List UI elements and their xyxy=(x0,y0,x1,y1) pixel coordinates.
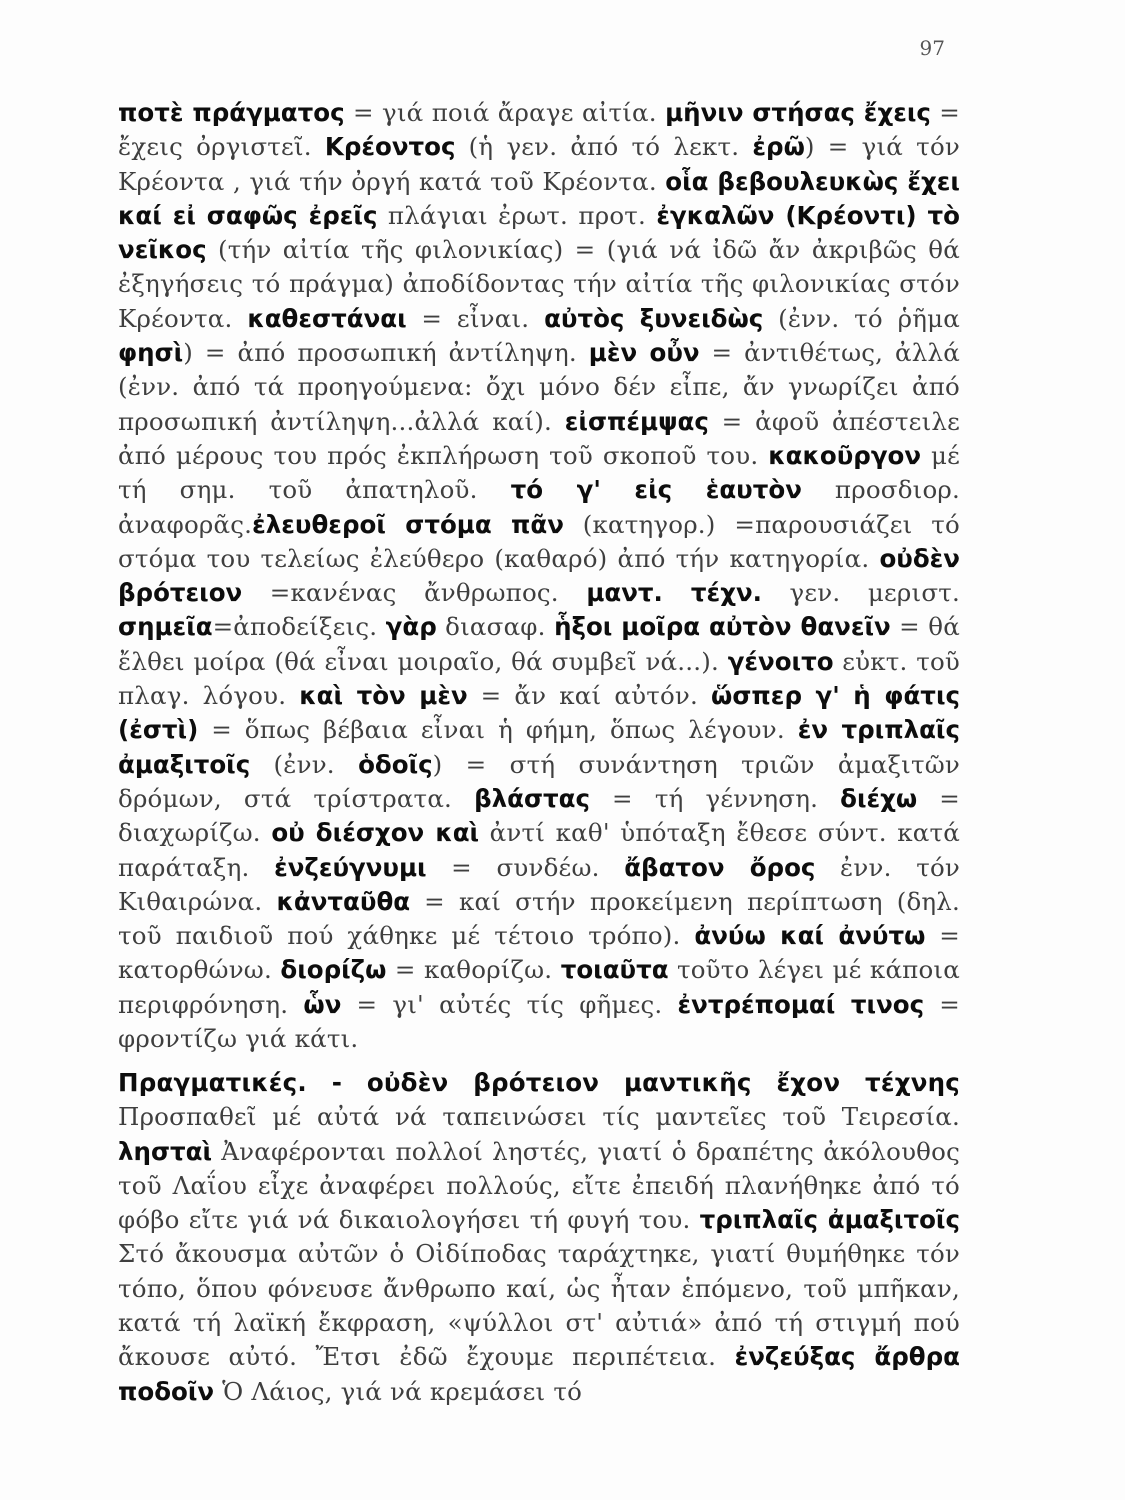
commentary-lemma: ἀνύω καί ἀνύτω xyxy=(694,921,926,951)
commentary-gloss: =κανένας ἄνθρωπος. xyxy=(242,578,587,608)
commentary-gloss: ) = γιά τόν Κρέοντα , γιά τήν ὀργή κατά τοῦ Κρέοντα. xyxy=(118,132,960,196)
commentary-gloss: = ἀφοῦ ἀπέστειλε ἀπό μέρους του πρός ἐκπλήρωση τοῦ σκοποῦ του. xyxy=(118,406,960,470)
commentary-lemma: ἧξοι μοῖρα αὐτὸν θανεῖν xyxy=(554,612,891,642)
commentary-gloss: = συνδέω. xyxy=(426,852,625,882)
commentary-lemma: ὧν xyxy=(303,989,342,1019)
commentary-gloss: = γιά ποιά ἄραγε αἰτία. xyxy=(344,98,666,127)
commentary-lemma: ἐντρέπομαί τινος xyxy=(677,989,925,1019)
commentary-lemma: διορίζω xyxy=(280,955,387,985)
commentary-lemma: βλάστας xyxy=(474,783,591,813)
commentary-gloss: (ἡ γεν. ἀπό τό λεκτ. xyxy=(455,132,753,162)
commentary-lemma: διέχω xyxy=(840,783,918,813)
commentary-lemma: ἐγκαλῶν (Κρέοντι) τὸ νεῖκος xyxy=(118,200,960,265)
commentary-lemma: φησὶ xyxy=(118,338,184,368)
commentary-gloss: γεν. μεριστ. xyxy=(762,578,960,608)
commentary-lemma: οἷα βεβουλευκὼς ἔχει καί εἰ σαφῶς ἐρεῖς xyxy=(118,166,960,230)
commentary-gloss: ἐνν. τόν Κιθαιρώνα. xyxy=(118,852,960,916)
commentary-gloss: πλάγιαι ἐρωτ. προτ. xyxy=(377,200,657,230)
commentary-gloss: = κατορθώνω. xyxy=(118,921,960,985)
commentary-gloss: διασαφ. xyxy=(436,612,555,642)
explanations-heading: Πραγματικές. - οὐδὲν βρότειον μαντικῆς ἔχον τέχνης xyxy=(118,1068,960,1097)
explanations-lemma: λησταὶ xyxy=(118,1136,213,1166)
commentary-lemma: ποτὲ πράγματος xyxy=(118,98,345,127)
commentary-gloss: = τή γέννηση. xyxy=(590,783,841,813)
commentary-gloss: προσδιορ. ἀναφορᾶς. xyxy=(118,475,960,539)
commentary-gloss: = γι' αὐτές τίς φῆμες. xyxy=(341,989,678,1019)
explanations-paragraph xyxy=(118,1066,960,1409)
commentary-gloss: ἀντί καθ' ὑπόταξη ἔθεσε σύντ. κατά παράταξη. xyxy=(118,818,960,882)
commentary-gloss: = ἀντιθέτως, ἀλλά (ἐνν. ἀπό τά προηγούμενα: ὄχι μόνο δέν εἶπε, ἄν γνωρίζει ἀπό προσωπική ἀντίληψη...ἀλλά καί). xyxy=(118,338,960,436)
commentary-gloss: = διαχωρίζω. xyxy=(118,783,960,848)
commentary-gloss: (κατηγορ.) =παρουσιάζει τό στόμα του τελείως ἐλεύθερο (καθαρό) ἀπό τήν κατηγορία. xyxy=(118,509,960,573)
explanations-gloss: Στό ἄκουσμα αὐτῶν ὁ Οἰδίποδας ταράχτηκε, γιατί θυμήθηκε τόν τόπο, ὅπου φόνευσε ἄνθρωπο καί, ὡς ἦταν ἑπόμενο, τοῦ μπῆκαν, κατά τή λαϊκή ἔκφραση, «ψύλλοι στ' αὐτιά» ἀπό τή στιγμή πού ἄκουσε αὐτό. Ἔτσι ἐδῶ ἔχουμε περιπέτεια. xyxy=(118,1239,960,1372)
commentary-lemma: οὐδὲν βρότειον xyxy=(118,543,960,608)
page-number: 97 xyxy=(919,36,945,60)
commentary-gloss: = εἶναι. xyxy=(406,303,545,333)
commentary-gloss: τοῦτο λέγει μέ κάποια περιφρόνηση. xyxy=(118,955,960,1019)
commentary-lemma: Κρέοντος xyxy=(324,132,456,162)
commentary-lemma: ἐλευθεροῖ στόμα πᾶν xyxy=(252,509,564,539)
commentary-lemma: σημεῖα xyxy=(118,612,213,642)
commentary-lemma: ἐρῶ xyxy=(752,132,805,162)
commentary-lemma: καθεστάναι xyxy=(247,303,407,333)
commentary-gloss: ) = στή συνάντηση τριῶν ἀμαξιτῶν δρόμων, στά τρίστρατα. xyxy=(118,749,960,813)
commentary-lemma: εἰσπέμψας xyxy=(564,406,709,436)
commentary-gloss: = θά ἔλθει μοίρα (θά εἶναι μοιραῖο, θά συμβεῖ νά...). xyxy=(118,612,960,676)
commentary-lemma: τό γ' εἰς ἑαυτὸν xyxy=(510,475,802,505)
commentary-lemma: ἐν τριπλαῖς ἀμαξιτοῖς xyxy=(118,715,960,779)
explanations-gloss: Ἀναφέρονται πολλοί ληστές, γιατί ὁ δραπέτης ἀκόλουθος τοῦ Λαΐου εἶχε ἀναφέρει πολλούς, εἴτε ἐπειδή πλανήθηκε ἀπό τό φόβο εἴτε γιά νά δικαιολογήσει τή φυγή του. xyxy=(118,1136,960,1235)
commentary-lemma: μὲν οὖν xyxy=(588,338,700,368)
explanations-gloss: Ὁ Λάιος, γιά νά κρεμάσει τό xyxy=(214,1376,583,1406)
explanations-lemma: ἐνζεύξας ἄρθρα ποδοῖν xyxy=(118,1342,960,1406)
commentary-gloss: (τήν αἰτία τῆς φιλονικίας) = (γιά νά ἰδῶ ἄν ἀκριβῶς θά ἐξηγήσεις τό πράγμα) ἀποδίδοντας τήν αἰτία τῆς φιλονικίας στόν Κρέοντα. xyxy=(118,235,960,333)
commentary-lemma: ἄβατον ὄρος xyxy=(624,852,816,882)
commentary-gloss: = καί στήν προκείμενη περίπτωση (δηλ. τοῦ παιδιοῦ πού χάθηκε μέ τέτοιο τρόπο). xyxy=(118,886,960,951)
explanations-gloss: Προσπαθεῖ μέ αὐτά νά ταπεινώσει τίς μαντεῖες τοῦ Τειρεσία. xyxy=(118,1102,960,1132)
commentary-gloss: = καθορίζω. xyxy=(386,955,561,985)
commentary-gloss: (ἐνν. xyxy=(250,749,359,779)
commentary-gloss: = ὅπως βέβαια εἶναι ἡ φήμη, ὅπως λέγουν. xyxy=(198,715,798,745)
commentary-lemma: γὰρ xyxy=(385,612,437,642)
commentary-lemma: γένοιτο xyxy=(727,646,834,676)
commentary-gloss: (ἐνν. τό ῥῆμα xyxy=(763,303,960,333)
commentary-lemma: μαντ. τέχν. xyxy=(586,578,762,608)
commentary-lemma: τοιαῦτα xyxy=(560,955,669,985)
commentary-gloss: = ἄν καί αὐτόν. xyxy=(467,681,712,711)
commentary-lemma: αὐτὸς ξυνειδὼς xyxy=(544,303,764,333)
commentary-gloss: = φροντίζω γιά κάτι. xyxy=(118,989,961,1054)
commentary-gloss: εὐκτ. τοῦ πλαγ. λόγου. xyxy=(118,646,960,711)
commentary-lemma: οὐ διέσχον καὶ xyxy=(271,818,480,848)
commentary-lemma: ὥσπερ γ' ἡ φάτις (ἐστὶ) xyxy=(118,681,961,745)
commentary-lemma: κακοῦργον xyxy=(768,440,922,470)
commentary-lemma: καὶ τὸν μὲν xyxy=(299,681,468,711)
commentary-gloss: μέ τή σημ. τοῦ ἀπατηλοῦ. xyxy=(118,440,960,505)
commentary-lemma: μῆνιν στήσας ἔχεις xyxy=(665,98,931,127)
commentary-lemma: κἀνταῦθα xyxy=(276,886,411,916)
commentary-gloss: ) = ἀπό προσωπική ἀντίληψη. xyxy=(183,338,589,368)
commentary-gloss: = ἔχεις ὀργιστεῖ. xyxy=(118,98,960,162)
commentary-paragraph xyxy=(118,96,960,1056)
commentary-lemma: ὁδοῖς xyxy=(358,749,433,779)
explanations-lemma: τριπλαῖς ἀμαξιτοῖς xyxy=(699,1205,960,1235)
commentary-lemma: ἐνζεύγνυμι xyxy=(274,852,427,882)
commentary-gloss: =ἀποδείξεις. xyxy=(212,612,386,642)
